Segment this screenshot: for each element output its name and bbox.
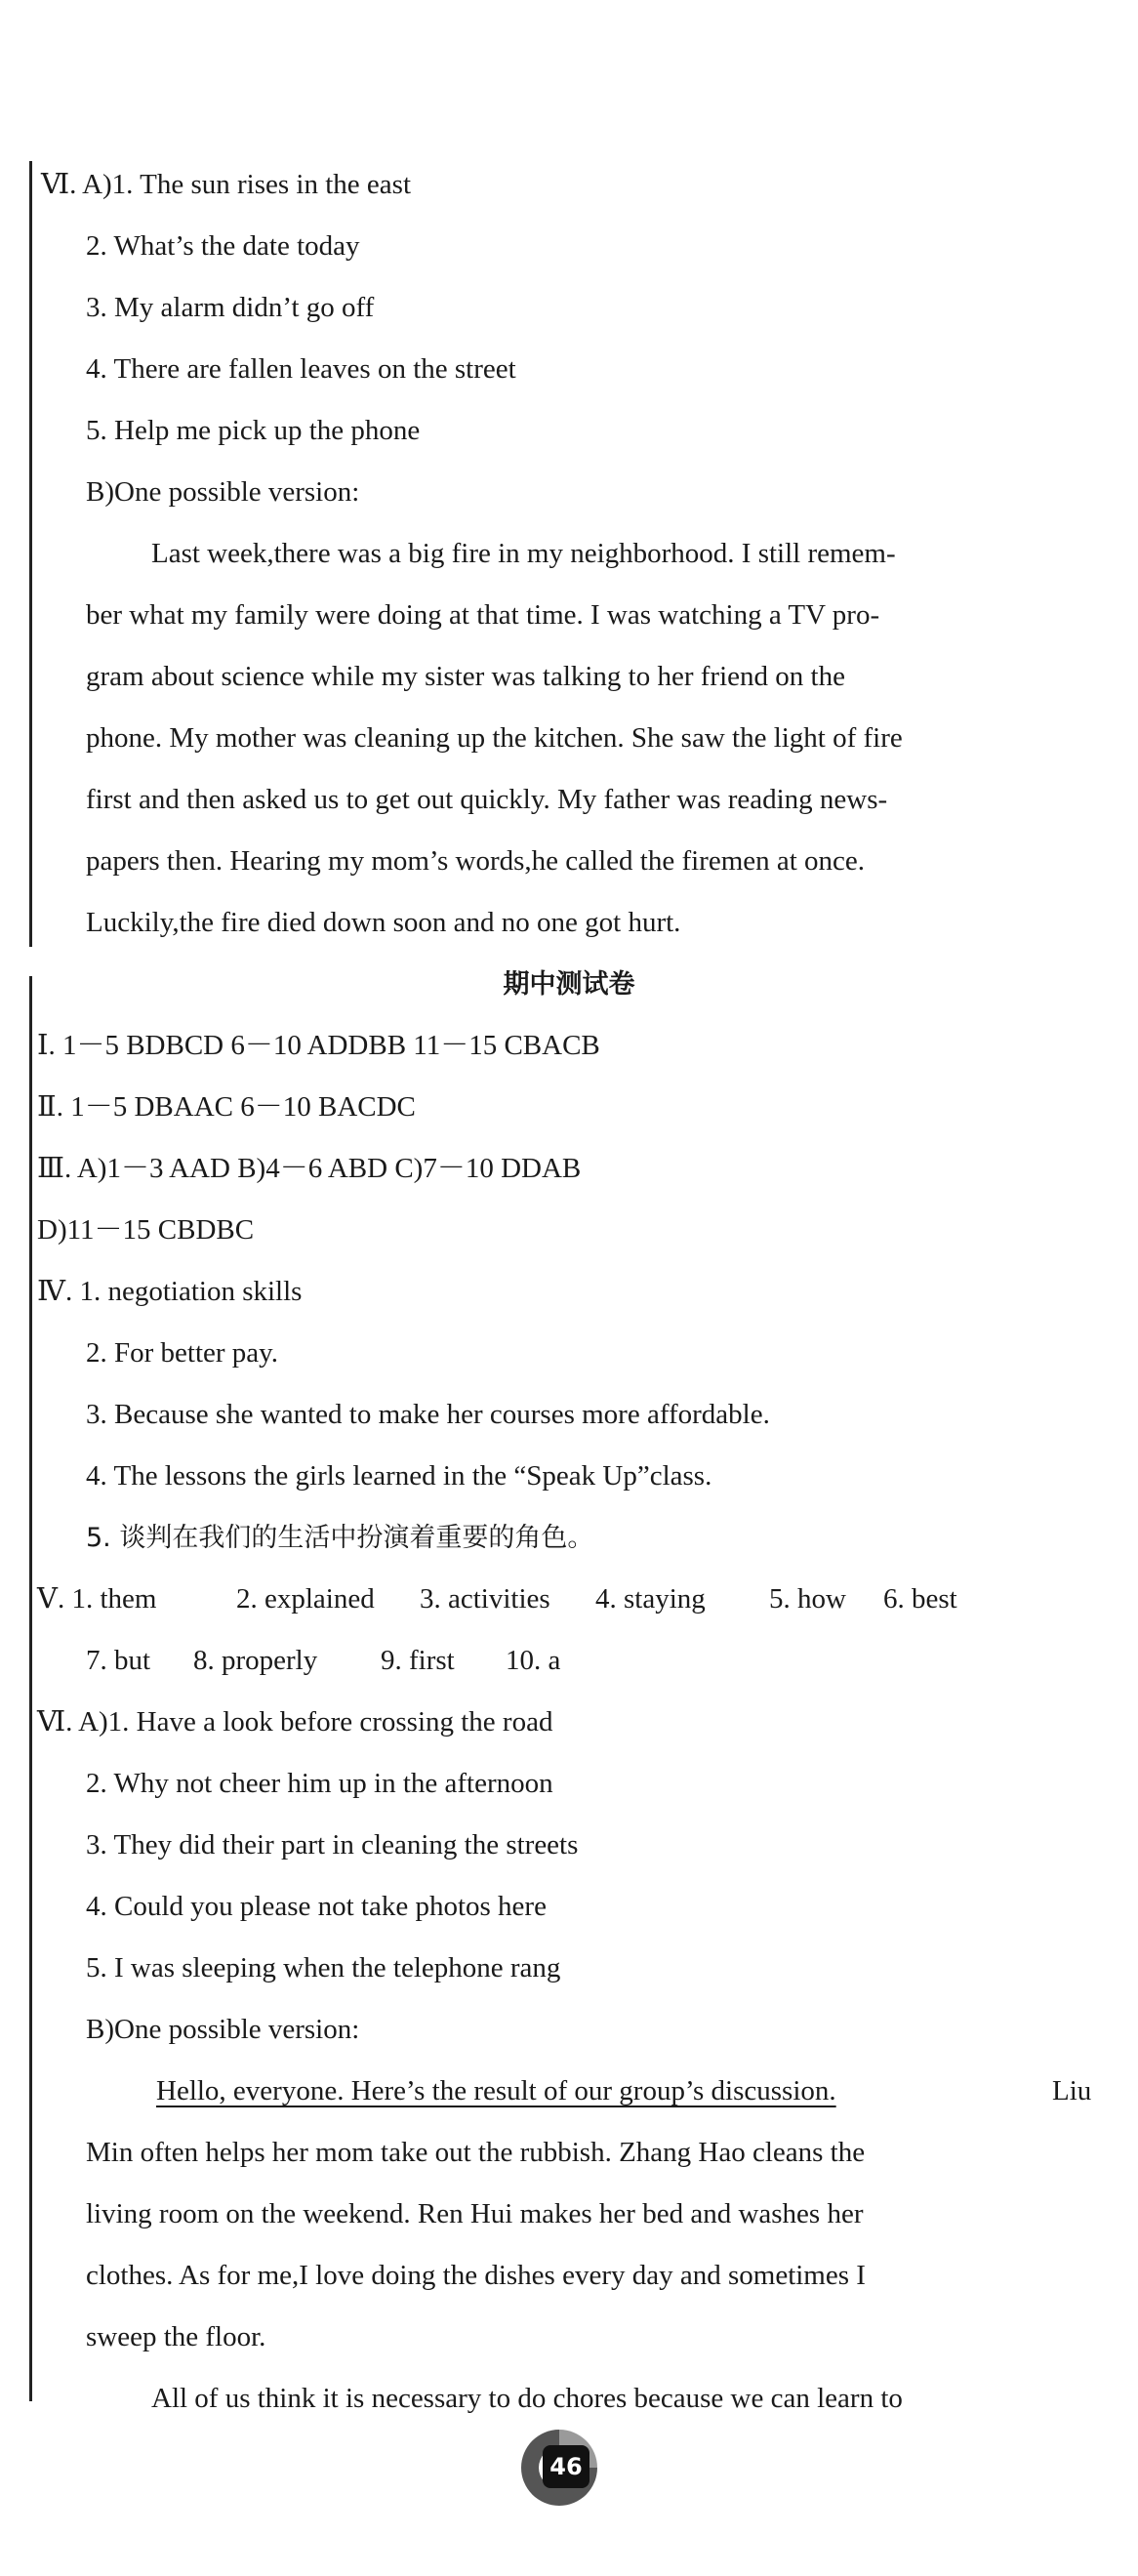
answer-line: 4. There are fallen leaves on the street bbox=[86, 353, 516, 385]
answer-line: 5. 谈判在我们的生活中扮演着重要的角色。 bbox=[86, 1523, 594, 1553]
answer-line: Ⅲ. A)1－3 AAD B)4－6 ABD C)7－10 DDAB bbox=[37, 1153, 582, 1184]
essay-line: ber what my family were doing at that time. I was watching a TV pro- bbox=[86, 599, 880, 631]
answer-line: 2. For better pay. bbox=[86, 1337, 279, 1369]
essay-line: All of us think it is necessary to do chores because we can learn to bbox=[151, 2383, 903, 2414]
answer-line: 2. What’s the date today bbox=[86, 230, 360, 262]
answer-line: Ⅵ. A)1. Have a look before crossing the road bbox=[37, 1706, 553, 1738]
answer-line: 4. Could you please not take photos here bbox=[86, 1891, 547, 1922]
answer-line: Ⅳ. 1. negotiation skills bbox=[37, 1276, 303, 1307]
section-heading: 期中测试卷 bbox=[503, 969, 635, 1000]
answer-line: Ⅱ. 1－5 DBAAC 6－10 BACDC bbox=[37, 1091, 416, 1123]
answer-line: Ⅰ. 1－5 BDBCD 6－10 ADDBB 11－15 CBACB bbox=[37, 1030, 600, 1061]
essay-line: Min often helps her mom take out the rubbish. Zhang Hao cleans the bbox=[86, 2137, 866, 2168]
version-label: B)One possible version: bbox=[86, 2014, 360, 2045]
essay-line: Last week,there was a big fire in my neighborhood. I still remem- bbox=[151, 538, 896, 569]
answer-line: 2. Why not cheer him up in the afternoon bbox=[86, 1768, 553, 1799]
answer-line: Ⅵ. A)1. The sun rises in the east bbox=[41, 169, 411, 200]
answer-line: 5. I was sleeping when the telephone rang bbox=[86, 1952, 561, 1983]
essay-line: papers then. Hearing my mom’s words,he called the firemen at once. bbox=[86, 845, 866, 877]
version-label: B)One possible version: bbox=[86, 476, 360, 508]
essay-line: clothes. As for me,I love doing the dishes every day and sometimes I bbox=[86, 2260, 866, 2291]
answer-line: 3. Because she wanted to make her courses more affordable. bbox=[86, 1399, 770, 1430]
essay-line: Hello, everyone. Here’s the result of our group’s discussion. Liu bbox=[156, 2075, 1092, 2106]
answer-line: D)11－15 CBDBC bbox=[37, 1214, 255, 1246]
answer-line-v2: 7. but 8. properly 9. first 10. a bbox=[86, 1645, 561, 1676]
answer-line: 3. They did their part in cleaning the streets bbox=[86, 1829, 579, 1860]
essay-line: phone. My mother was cleaning up the kitchen. She saw the light of fire bbox=[86, 722, 903, 754]
page-number: 46 bbox=[543, 2445, 589, 2488]
answer-line: 4. The lessons the girls learned in the “Speak Up”class. bbox=[86, 1460, 712, 1492]
answer-line: 5. Help me pick up the phone bbox=[86, 415, 421, 446]
essay-line: sweep the floor. bbox=[86, 2321, 266, 2352]
essay-line: gram about science while my sister was talking to her friend on the bbox=[86, 661, 845, 692]
answer-line: 3. My alarm didn’t go off bbox=[86, 292, 375, 323]
essay-line: first and then asked us to get out quickly. My father was reading news- bbox=[86, 784, 888, 815]
essay-line: Luckily,the fire died down soon and no one got hurt. bbox=[86, 907, 681, 938]
answer-line-v1: Ⅴ. 1. them 2. explained 3. activities 4. staying 5. how 6. best bbox=[37, 1583, 957, 1615]
essay-line: living room on the weekend. Ren Hui makes her bed and washes her bbox=[86, 2198, 864, 2229]
